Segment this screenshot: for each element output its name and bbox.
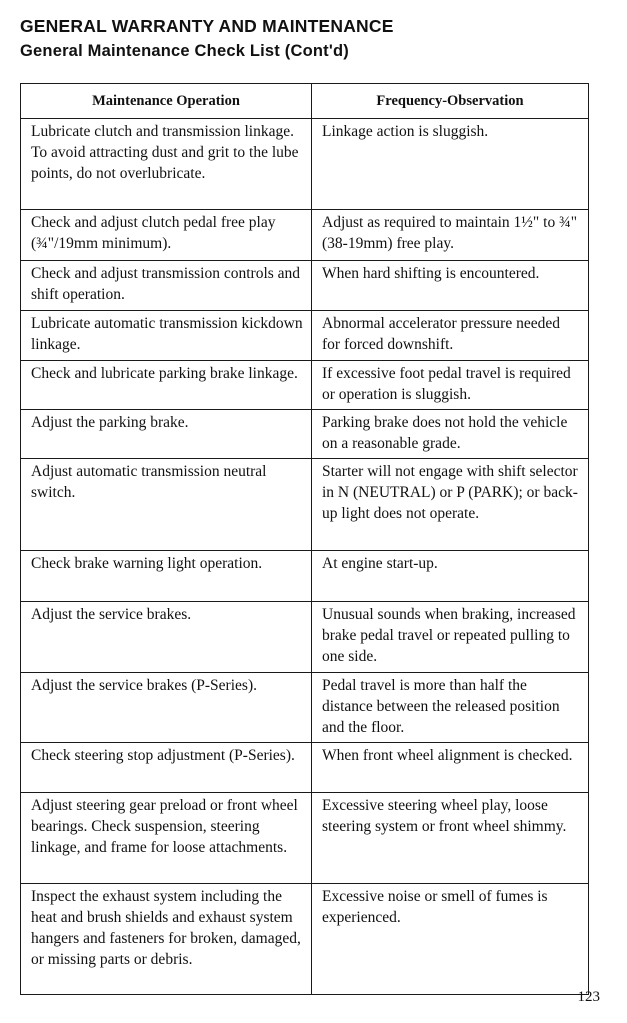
observation-cell: When hard shifting is encountered. [312,261,589,311]
observation-cell: Pedal travel is more than half the distance between the released position and the floor. [312,673,589,743]
section-title: GENERAL WARRANTY AND MAINTENANCE [20,16,394,36]
operation-cell: Adjust the parking brake. [21,410,312,459]
observation-cell: Starter will not engage with shift selector in N (NEUTRAL) or P (PARK); or back-up light does not operate. [312,459,589,551]
table-row [21,210,589,261]
table-row [21,884,589,995]
observation-cell: At engine start-up. [312,551,589,602]
operation-cell: Check and lubricate parking brake linkage. [21,361,312,410]
column-header-maintenance-operation: Maintenance Operation [21,84,312,119]
operation-cell: Adjust automatic transmission neutral switch. [21,459,312,551]
table-row [21,119,589,210]
table-row [21,311,589,361]
observation-cell: Excessive steering wheel play, loose steering system or front wheel shimmy. [312,793,589,884]
operation-cell: Check steering stop adjustment (P-Series). [21,743,312,793]
table-row [21,551,589,602]
table-row [21,673,589,743]
table-row [21,793,589,884]
table-row [21,410,589,459]
operation-cell: Lubricate automatic transmission kickdown linkage. [21,311,312,361]
observation-cell: When front wheel alignment is checked. [312,743,589,793]
observation-cell: If excessive foot pedal travel is required or operation is sluggish. [312,361,589,410]
operation-cell: Check and adjust transmission controls and shift operation. [21,261,312,311]
maintenance-checklist-table [20,83,589,995]
observation-cell: Abnormal accelerator pressure needed for forced downshift. [312,311,589,361]
table-row [21,743,589,793]
operation-cell: Check brake warning light operation. [21,551,312,602]
operation-cell: Lubricate clutch and transmission linkage. To avoid attracting dust and grit to the lube points, do not overlubricate. [21,119,312,210]
operation-cell: Adjust steering gear preload or front wheel bearings. Check suspension, steering linkage, and frame for loose attachments. [21,793,312,884]
section-subtitle: General Maintenance Check List (Cont'd) [20,42,349,60]
observation-cell: Unusual sounds when braking, increased brake pedal travel or repeated pulling to one side. [312,602,589,673]
operation-cell: Adjust the service brakes. [21,602,312,673]
operation-cell: Check and adjust clutch pedal free play (¾"/19mm minimum). [21,210,312,261]
table-row [21,602,589,673]
table-header-row [21,84,589,119]
operation-cell: Inspect the exhaust system including the heat and brush shields and exhaust system hangers and fasteners for broken, damaged, or missing parts or debris. [21,884,312,995]
table-row [21,459,589,551]
table-row [21,361,589,410]
table-row [21,261,589,311]
observation-cell: Parking brake does not hold the vehicle on a reasonable grade. [312,410,589,459]
operation-cell: Adjust the service brakes (P-Series). [21,673,312,743]
page-number: 123 [577,989,600,1005]
observation-cell: Linkage action is sluggish. [312,119,589,210]
column-header-frequency-observation: Frequency-Observation [312,84,589,119]
observation-cell: Excessive noise or smell of fumes is experienced. [312,884,589,995]
observation-cell: Adjust as required to maintain 1½" to ¾" (38-19mm) free play. [312,210,589,261]
